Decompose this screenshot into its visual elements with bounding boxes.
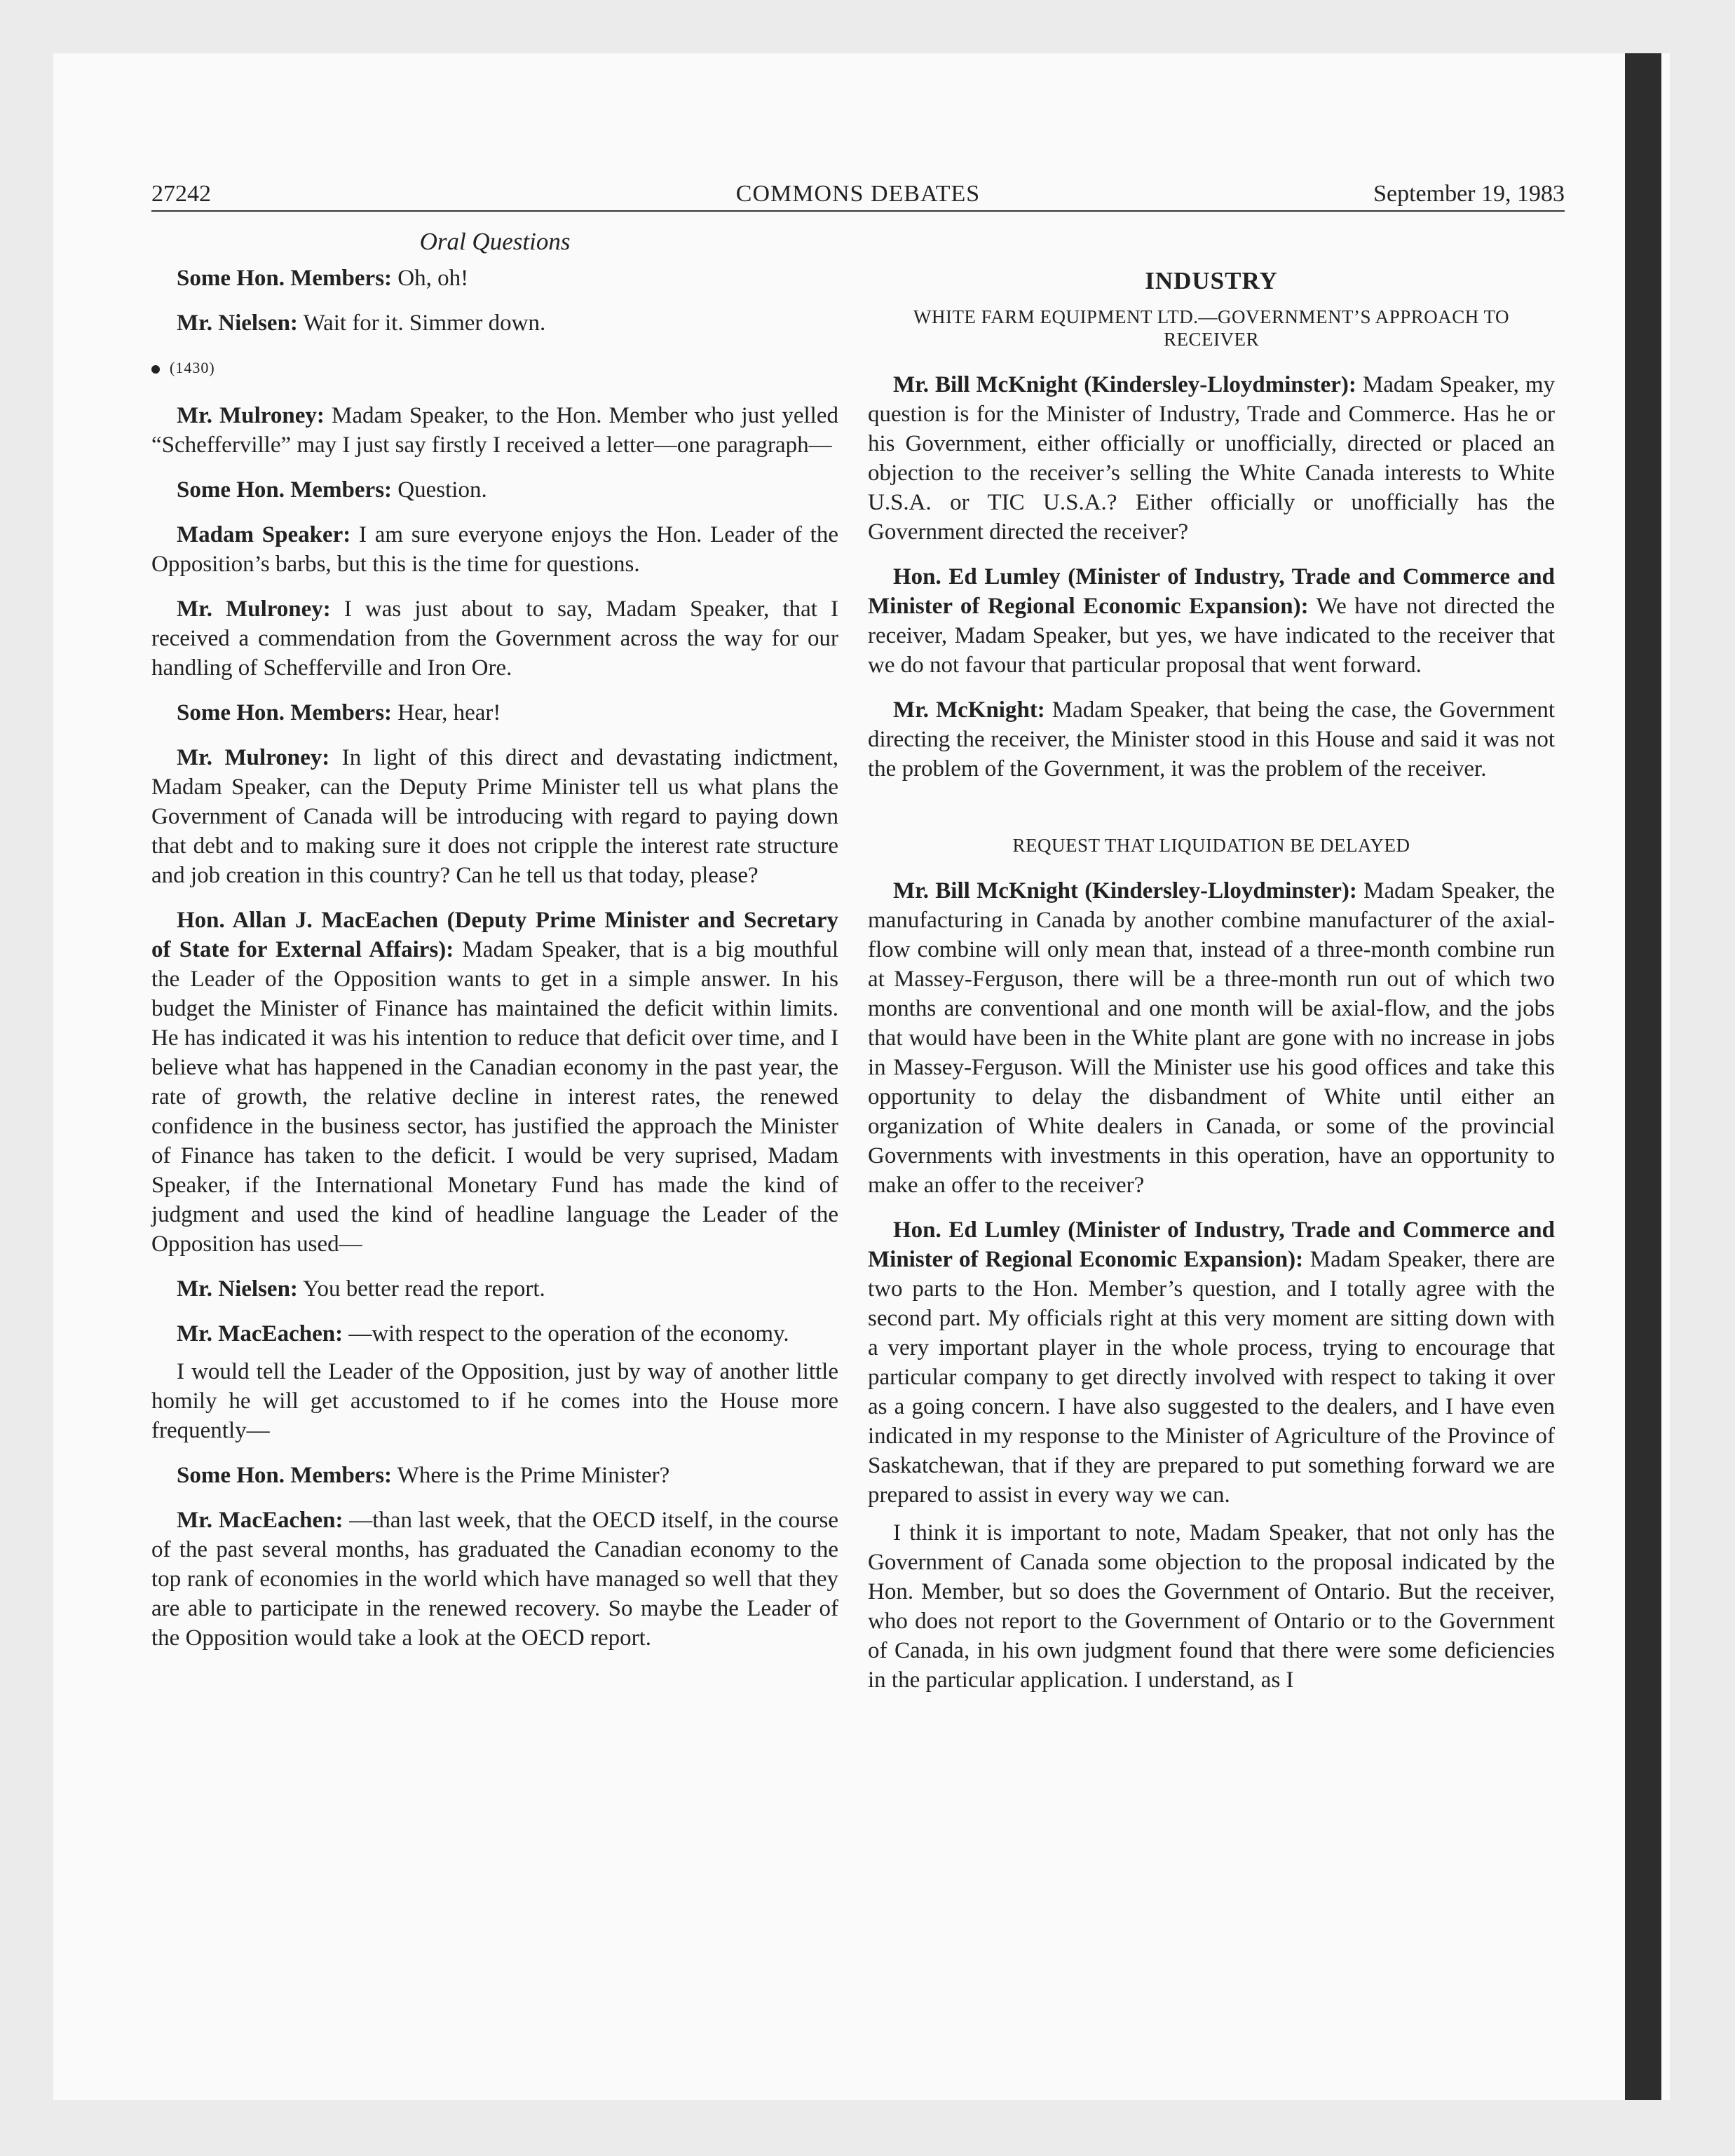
speaker-name: Mr. Nielsen: [177,1276,298,1302]
paragraph [868,370,1555,547]
paragraph [151,264,838,293]
speech-text: In light of this direct and devastating indictment, Madam Speaker, can the Deputy Prime Minister tell us what plans the Government of Canada will be introducing with regard to paying down that debt and to making sure it does not cripple the interest rate structure and job creation in this country? Can he tell us that today, please? [151,745,838,888]
speech-text: I am sure everyone enjoys the Hon. Leader of the Opposition’s barbs, but this is the time for questions. [151,522,838,577]
speech-text: Madam Speaker, my question is for the Minister of Industry, Trade and Commerce. Has he or his Government, either officially or unofficially, directed or placed an objection to the receiver’s selling the White Canada interests to White U.S.A. or TIC U.S.A.? Either officially or unofficially has the Government directed the receiver? [868,372,1556,545]
paragraph [151,1274,838,1304]
speech-text: You better read the report. [297,1276,545,1302]
speaker-name: Some Hon. Members: [177,1463,393,1488]
speaker-name: Some Hon. Members: [177,477,393,503]
paragraph [151,698,838,728]
publication-date: September 19, 1983 [1373,181,1565,207]
speech-text: I would tell the Leader of the Opposition, just by way of another little homily he will get accustomed to if he comes into the House more frequently— [151,1359,838,1443]
speaker-name: Mr. Mulroney: [177,745,330,770]
speaker-name: Hon. Ed Lumley (Minister of Industry, Trade and Commerce and Minister of Regional Economic Expansion): [868,564,1555,619]
paragraph [151,906,838,1259]
paragraph [151,1319,838,1349]
speaker-name: Hon. Ed Lumley (Minister of Industry, Trade and Commerce and Minister of Regional Economic Expansion): [868,1217,1555,1272]
speaker-name: Hon. Allan J. MacEachen (Deputy Prime Minister and Secretary of State for External Affairs): [151,908,838,962]
paragraph [151,1506,838,1653]
page-header [151,178,1565,212]
paragraph [151,743,838,890]
bullet-icon [151,365,160,374]
paragraph [868,876,1555,1200]
paragraph [151,1357,838,1445]
speaker-name: Some Hon. Members: [177,266,393,291]
speaker-name: Mr. Mulroney: [177,596,331,622]
publication-title: COMMONS DEBATES [735,181,981,207]
paragraph [151,520,838,579]
speech-text: Question. [392,477,487,503]
speech-text: Oh, oh! [392,266,469,291]
speech-text: Madam Speaker, the manufacturing in Canada by another combine manufacturer of the axial-flow combine will only mean that, instead of a three-month combine run at Massey-Ferguson, there will be a three-month run out of which two months are conventional and one month will be axial-flow, and the jobs that would have been in the White plant are gone with no increase in jobs in Massey-Ferguson. Will the Minister use his good offices and take this opportunity to delay the disbandment of White until either an organization of White dealers in Canada, or some of the provincial Governments with investments in this operation, have an opportunity to make an offer to the receiver? [868,878,1555,1198]
speech-text: We have not directed the receiver, Madam Speaker, but yes, we have indicated to the receiver that we do not favour that particular proposal that went forward. [868,594,1555,678]
speech-text: Madam Speaker, that being the case, the Government directing the receiver, the Minister stood in this House and said it was not the problem of the Government, it was the problem of the receiver. [868,697,1555,782]
section-heading: INDUSTRY [1145,267,1278,294]
speaker-name: Mr. Bill McKnight (Kindersley-Lloydminster): [893,878,1357,903]
speech-text: Madam Speaker, there are two parts to the Hon. Member’s question, and I totally agree with the second part. My officials right at this very moment are sitting down with a very important player in the whole process, trying to encourage that particular company to get directly involved with respect to taking it over as a going concern. I have also suggested to the dealers, and I have even indicated in my response to the Minister of Agriculture of the Province of Saskatchewan, that if they are prepared to put something forward we are prepared to assist in every way we can. [868,1247,1555,1508]
page-number: 27242 [151,181,211,207]
time-stamp: (1430) [170,359,215,376]
speech-text: I was just about to say, Madam Speaker, that I received a commendation from the Government across the way for our handling of Schefferville and Iron Ore. [151,596,838,681]
section-subhead: Oral Questions [419,228,571,255]
right-column [868,223,1555,1710]
paragraph [151,594,838,683]
speech-text: Madam Speaker, that is a big mouthful the Leader of the Opposition wants to get in a simple answer. In his budget the Minister of Finance has maintained the deficit within limits. He has indicated it was his intention to reduce that deficit over time, and I believe what has happened in the Canadian economy in the past year, the rate of growth, the relative decline in interest rates, the renewed confidence in the business sector, has justified the approach the Minister of Finance has taken to the deficit. I would be very suprised, Madam Speaker, if the International Monetary Fund has made the kind of judgment and used the kind of headline language the Leader of the Opposition has used— [151,937,838,1257]
left-column [151,223,838,1668]
speech-text: Where is the Prime Minister? [392,1463,670,1488]
speaker-name: Mr. MacEachen: [177,1508,343,1533]
paragraph [151,1461,838,1490]
paragraph [868,1518,1555,1695]
topic-heading: REQUEST THAT LIQUIDATION BE DELAYED [1012,835,1410,856]
paragraph [151,475,838,505]
speech-text: —than last week, that the OECD itself, in the course of the past several months, has graduated the Canadian economy to the top rank of economies in the world which have managed so well that they are able to participate in the renewed recovery. So maybe the Leader of the Opposition would take a look at the OECD report. [151,1508,838,1651]
speaker-name: Mr. Bill McKnight (Kindersley-Lloydminster): [893,372,1356,397]
paragraph [868,562,1555,680]
speech-text: Madam Speaker, to the Hon. Member who just yelled “Schefferville” may I just say firstly I received a letter—one paragraph— [151,403,838,458]
speech-text: —with respect to the operation of the economy. [343,1321,789,1346]
speaker-name: Mr. Mulroney: [177,403,325,428]
scan-edge [1625,53,1661,2100]
speech-text: Wait for it. Simmer down. [297,311,546,336]
topic-heading: WHITE FARM EQUIPMENT LTD.—GOVERNMENT’S APPROACH TO RECEIVER [913,306,1510,350]
speaker-name: Madam Speaker: [177,522,351,547]
time-marker [151,353,838,383]
paragraph [868,1215,1555,1510]
speaker-name: Mr. McKnight: [893,697,1045,723]
speaker-name: Mr. Nielsen: [177,311,298,336]
paragraph [151,308,838,338]
speaker-name: Mr. MacEachen: [177,1321,343,1346]
speech-text: I think it is important to note, Madam Speaker, that not only has the Government of Canada some objection to the proposal indicated by the Hon. Member, but so does the Government of Ontario. But the receiver, who does not report to the Government of Ontario or to the Government of Canada, in his own judgment found that there were some deficiencies in the particular application. I understand, as I [868,1520,1555,1693]
speaker-name: Some Hon. Members: [177,700,393,725]
paragraph [868,695,1555,784]
paragraph [151,401,838,460]
speech-text: Hear, hear! [392,700,501,725]
